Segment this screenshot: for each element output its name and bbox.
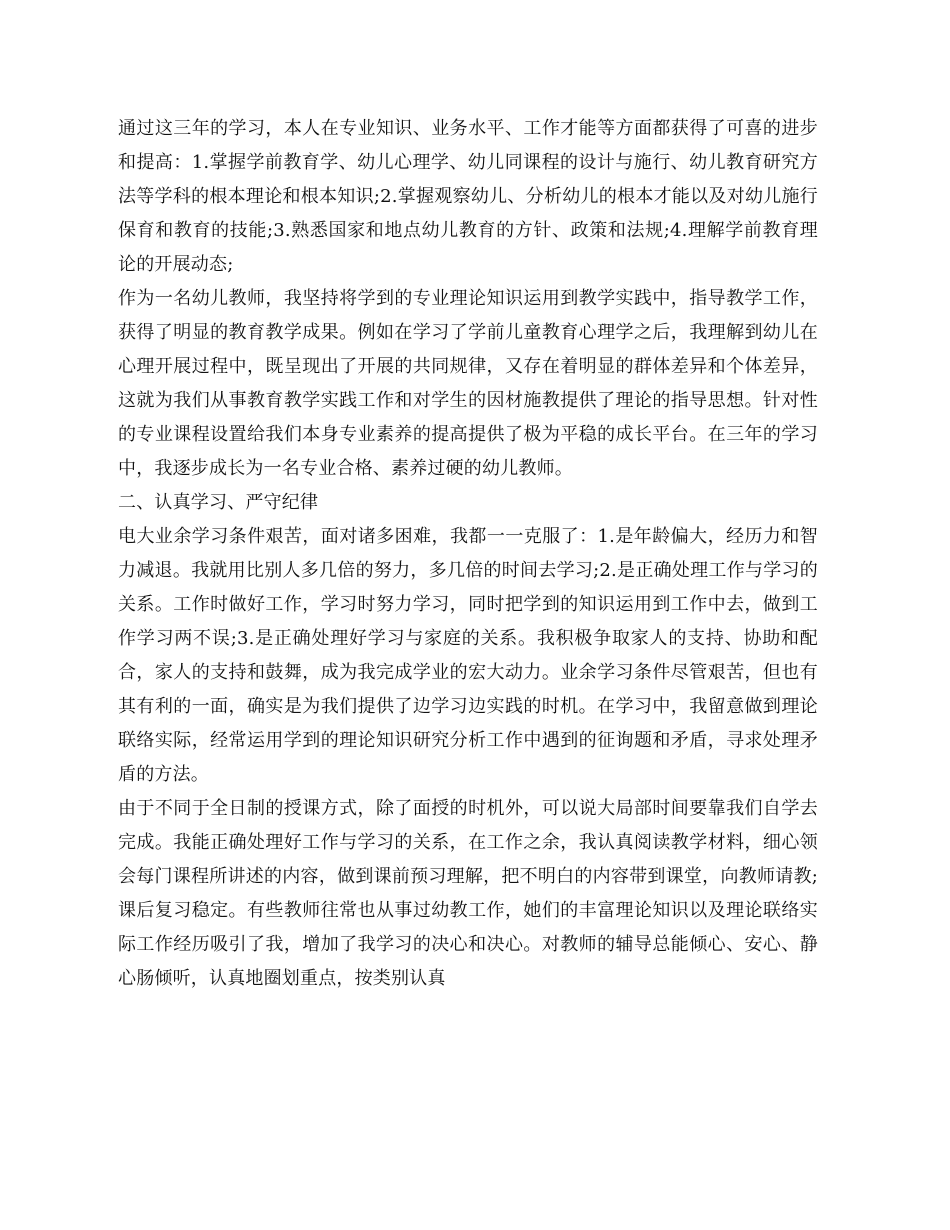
paragraph-self-study: 由于不同于全日制的授课方式，除了面授的时机外，可以说大局部时间要靠我们自学去完成。我能正确处理好工作与学习的关系，在工作之余，我认真阅读教学材料，细心领会每门课程所讲述的内容，做到课前预习理解，把不明白的内容带到课堂，向教师请教;课后复习稳定。有些教师往常也从事过幼教工作，她们的丰富理论知识以及理论联络实际工作经历吸引了我，增加了我学习的决心和决心。对教师的辅导总能倾心、安心、静心肠倾听，认真地圈划重点，按类别认真 xyxy=(118,798,818,989)
paragraph-teaching-practice: 作为一名幼儿教师，我坚持将学到的专业理论知识运用到教学实践中，指导教学工作，获得了明显的教育教学成果。例如在学习了学前儿童教育心理学之后，我理解到幼儿在心理开展过程中，既呈现出了开展的共同规律，又存在着明显的群体差异和个体差异，这就为我们从事教育教学实践工作和对学生的因材施教提供了理论的指导思想。针对性的专业课程设置给我们本身专业素养的提高提供了极为平稳的成长平台。在三年的学习中，我逐步成长为一名专业合格、素养过硬的幼儿教师。 xyxy=(118,288,818,479)
paragraph-study-achievements: 通过这三年的学习，本人在专业知识、业务水平、工作才能等方面都获得了可喜的进步和提高：1.掌握学前教育学、幼儿心理学、幼儿同课程的设计与施行、幼儿教育研究方法等学科的根本理论和根本知识;2.掌握观察幼儿、分析幼儿的根本才能以及对幼儿施行保育和教育的技能;3.熟悉国家和地点幼儿教育的方针、政策和法规;4.理解学前教育理论的开展动态; xyxy=(118,118,818,275)
document-body xyxy=(118,112,818,996)
section-heading-study-discipline: 二、认真学习、严守纪律 xyxy=(118,492,319,513)
paragraph-study-difficulties: 电大业余学习条件艰苦，面对诸多困难，我都一一克服了：1.是年龄偏大，经历力和智力减退。我就用比别人多几倍的努力，多几倍的时间去学习;2.是正确处理工作与学习的关系。工作时做好工作，学习时努力学习，同时把学到的知识运用到工作中去，做到工作学习两不误;3.是正确处理好学习与家庭的关系。我积极争取家人的支持、协助和配合，家人的支持和鼓舞，成为我完成学业的宏大动力。业余学习条件尽管艰苦，但也有其有利的一面，确实是为我们提供了边学习边实践的时机。在学习中，我留意做到理论联络实际，经常运用学到的理论知识研究分析工作中遇到的征询题和矛盾，寻求处理矛盾的方法。 xyxy=(118,526,818,785)
